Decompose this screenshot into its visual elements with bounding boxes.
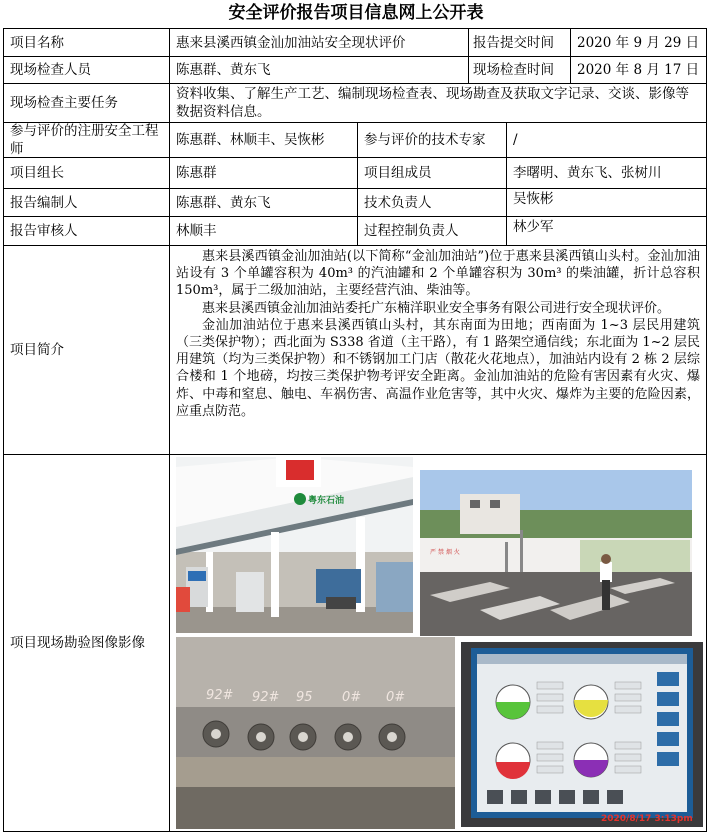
station-logo-text: 粤东石油 bbox=[308, 496, 345, 506]
submit-time-value: 2020 年 9 月 29 日 bbox=[577, 34, 700, 51]
engineers-label: 参与评价的注册安全工程师 bbox=[10, 123, 159, 157]
project-name-value: 惠来县溪西镇金汕加油站安全现状评价 bbox=[176, 34, 406, 51]
tech-value: 吴恢彬 bbox=[513, 191, 554, 207]
intro-paragraph-1: 惠来县溪西镇金汕加油站(以下简称“金汕加油站”)位于惠来县溪西镇山头村。金汕加油站设有 3 个单罐容积为 40m³ 的汽油罐和 2 个单罐容积为 30m³ 的柴油罐，折计总容积 150m³，属于二级加油站，主要经营汽油、柴油等。 bbox=[176, 249, 700, 299]
tasks-label: 现场检查主要任务 bbox=[10, 95, 118, 111]
tank-area-image bbox=[420, 470, 692, 636]
process-value: 林少军 bbox=[513, 219, 554, 235]
submit-time-label: 报告提交时间 bbox=[473, 34, 554, 51]
photo-gas-station bbox=[176, 457, 413, 633]
tank-label-4: 0# bbox=[342, 690, 362, 705]
inspectors-label: 现场检查人员 bbox=[10, 62, 91, 78]
experts-value: / bbox=[513, 132, 518, 148]
tasks-value: 资料收集、了解生产工艺、编制现场检查表、现场勘查及获取文字记录、交谈、影像等数据资料信息。 bbox=[176, 86, 689, 120]
info-table bbox=[3, 28, 707, 832]
tech-label: 技术负责人 bbox=[364, 194, 432, 211]
photo-tank-area bbox=[420, 470, 692, 636]
authors-value: 陈惠群、黄东飞 bbox=[176, 194, 271, 211]
inspect-time-value: 2020 年 8 月 17 日 bbox=[577, 62, 700, 78]
tank-label-3: 95 bbox=[296, 690, 313, 705]
intro-paragraph-3: 金汕加油站位于惠来县溪西镇山头村，其东南面为田地；西南面为 1~3 层民用建筑（三类保护物）；西北面为 S338 省道（主干路），有 1 路架空通信线；东北面为 1~2 层民用建筑（均为三类保护物）和不锈钢加工门店（散花火花地点），加油站内设有 2 栋 2 层综合楼和 1 个地磅，均按三类保护物考评安全距离。金汕加油站的危险有害因素有火灾、爆炸、中毒和窒息、触电、车祸伤害、高温作业危害等，其中火灾、爆炸为主要的危险因素，应重点防范。 bbox=[176, 317, 700, 419]
process-label: 过程控制负责人 bbox=[364, 223, 459, 239]
gas-station-image bbox=[176, 457, 413, 633]
photo-control-panel bbox=[461, 642, 703, 827]
members-value: 李曙明、黄东飞、张树川 bbox=[513, 165, 662, 181]
reviewer-value: 林顺丰 bbox=[176, 223, 217, 239]
intro-paragraph-2: 惠来县溪西镇金汕加油站委托广东楠洋职业安全事务有限公司进行安全现状评价。 bbox=[202, 300, 671, 316]
tank-outlets-image bbox=[176, 637, 455, 829]
photo-tank-outlets bbox=[176, 637, 455, 829]
photo-timestamp: 2020/8/17 3:13pm bbox=[601, 814, 693, 824]
reviewer-label: 报告审核人 bbox=[10, 223, 78, 239]
tank-label-5: 0# bbox=[386, 690, 406, 705]
control-panel-image bbox=[461, 642, 703, 827]
intro-text bbox=[170, 246, 706, 454]
tank-label-2: 92# bbox=[252, 690, 280, 705]
experts-label: 参与评价的技术专家 bbox=[364, 132, 486, 148]
engineers-value: 陈惠群、林顺丰、吴恢彬 bbox=[176, 132, 325, 148]
leader-value: 陈惠群 bbox=[176, 165, 217, 181]
photos-label: 项目现场勘验图像影像 bbox=[10, 635, 145, 651]
tank-label-1: 92# bbox=[206, 688, 234, 703]
project-name-label: 项目名称 bbox=[10, 34, 64, 51]
wall-warning-text: 严 禁 烟 火 bbox=[430, 549, 460, 556]
members-label: 项目组成员 bbox=[364, 165, 432, 181]
authors-label: 报告编制人 bbox=[10, 194, 78, 211]
leader-label: 项目组长 bbox=[10, 165, 64, 181]
page-title: 安全评价报告项目信息网上公开表 bbox=[228, 3, 484, 23]
intro-label: 项目简介 bbox=[10, 342, 64, 358]
inspectors-value: 陈惠群、黄东飞 bbox=[176, 62, 271, 78]
inspect-time-label: 现场检查时间 bbox=[473, 62, 554, 78]
